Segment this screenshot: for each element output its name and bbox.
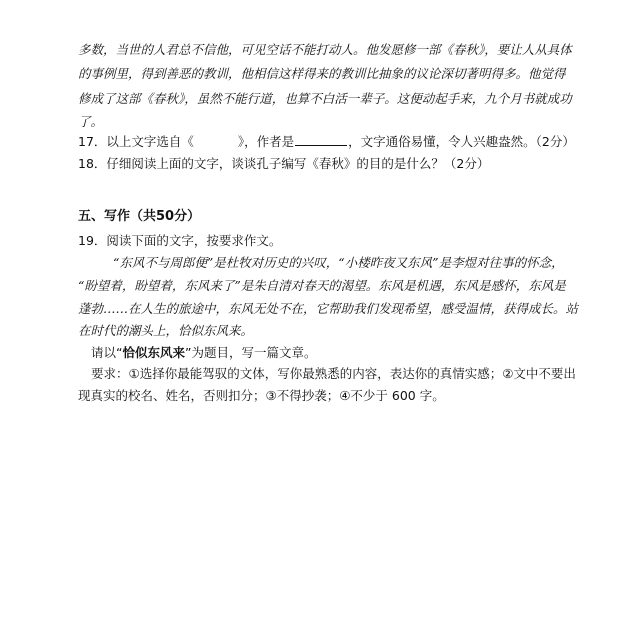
question-18: 18．仔细阅读上面的文字，谈谈孔子编写《春秋》的目的是什么？（2分） [78, 156, 490, 171]
material-line-1: “东风不与周郎便”是杜牧对历史的兴叹，“小楼昨夜又东风”是李煜对往事的怀念， [113, 255, 564, 270]
passage-line-4: 了。 [78, 114, 104, 129]
passage-line-3: 修成了这部《春秋》，虽然不能行道，也算不白活一辈子。这便动起手来，九个月书就成功 [78, 91, 572, 106]
material-line-2: “盼望着，盼望着，东风来了”是朱自清对春天的渴望。东风是机遇，东风是感怀，东风是 [78, 278, 566, 293]
requirements-line-2: 现真实的校名、姓名，否则扣分；③不得抄袭；④不少于 600 字。 [78, 388, 445, 403]
writing-prompt [91, 344, 316, 362]
writing-prompt-post: ”为题目，写一篇文章。 [185, 345, 317, 360]
author-blank[interactable] [295, 133, 347, 146]
material-line-3: 蓬勃……在人生的旅途中，东风无处不在，它帮助我们发现希望，感受温情，获得成长。站 [78, 301, 579, 316]
question-17-mid: 》，作者是 [237, 134, 295, 149]
question-17-suffix: ，文字通俗易懂，令人兴趣盎然。（2分） [348, 134, 575, 149]
requirements-line-1: 要求：①选择你最能驾驭的文体，写你最熟悉的内容，表达你的真情实感；②文中不要出 [91, 366, 576, 381]
section-5-heading: 五、写作（共50分） [78, 209, 201, 224]
material-line-4: 在时代的潮头上，恰似东风来。 [78, 323, 254, 338]
question-17-prefix: 17．以上文字选自《 [78, 134, 194, 149]
question-17 [78, 133, 575, 151]
essay-title: 恰似东风来 [122, 345, 185, 360]
writing-prompt-pre: 请以“ [91, 345, 123, 360]
passage-line-2: 的事例里，得到善恶的教训，他相信这样得来的教训比抽象的议论深切著明得多。他觉得 [78, 66, 566, 81]
question-19-intro: 19．阅读下面的文字，按要求作文。 [78, 233, 282, 248]
passage-line-1: 多数，当世的人君总不信他，可见空话不能打动人。他发愿修一部《春秋》，要让人从具体 [78, 42, 572, 57]
